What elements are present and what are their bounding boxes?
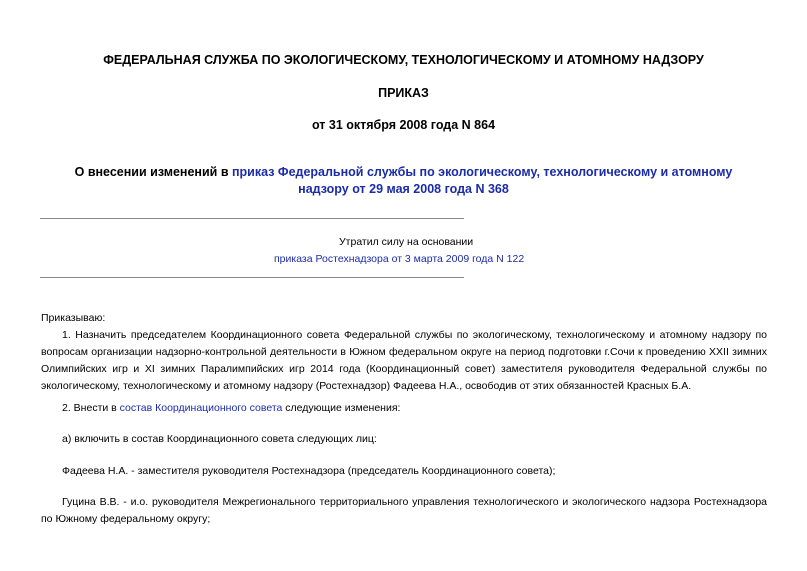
paragraph-4: Фадеева Н.А. - заместителя руководителя Ростехнадзора (председатель Координационного совета); <box>62 465 556 477</box>
document-date: от 31 октября 2008 года N 864 <box>311 118 496 132</box>
council-composition-link[interactable]: состав Координационного совета <box>119 402 283 414</box>
paragraph-3: а) включить в состав Координационного совета следующих лиц: <box>62 433 377 445</box>
paragraph-2-prefix: 2. Внести в <box>62 402 120 414</box>
repeal-order-link[interactable]: приказа Ростехнадзора от 3 марта 2009 года N 122 <box>274 253 525 265</box>
separator-top <box>40 218 464 219</box>
subject-prefix: О внесении изменений в <box>74 165 232 179</box>
document-type: ПРИКАЗ <box>378 86 429 100</box>
status-note-text: Утратил силу на основании <box>339 236 474 248</box>
paragraph-2 <box>41 400 767 417</box>
paragraph-5: Гуцина В.В. - и.о. руководителя Межрегионального территориального управления технологического и экологического надзора Ростехнадзора по Южному федеральному округу; <box>41 496 767 525</box>
subject-order-link[interactable]: приказ Федеральной службы по экологическому, технологическому и атомному надзору от 29 мая 2008 года N 368 <box>231 165 733 196</box>
paragraph-1: 1. Назначить председателем Координационного совета Федеральной службы по экологическому, технологическому и атомному надзору по вопросам организации надзорно-контрольной деятельности в Южном федеральном округе на период подготовки г.Сочи к проведению XXII зимних Олимпийских игр и XI зимних Паралимпийских игр 2014 года (Координационный совет) заместителя руководителя Федеральной службы по экологическому, технологическому и атомному надзору (Ростехнадзор) Фадеева Н.А., освободив от этих обязанностей Красных Б.А. <box>41 329 767 392</box>
paragraph-2-suffix: следующие изменения: <box>282 402 401 414</box>
separator-bottom <box>40 277 464 278</box>
intro-text: Приказываю: <box>41 312 106 324</box>
document-subject <box>48 164 759 198</box>
agency-title: ФЕДЕРАЛЬНАЯ СЛУЖБА ПО ЭКОЛОГИЧЕСКОМУ, ТЕХНОЛОГИЧЕСКОМУ И АТОМНОМУ НАДЗОРУ <box>103 53 704 67</box>
